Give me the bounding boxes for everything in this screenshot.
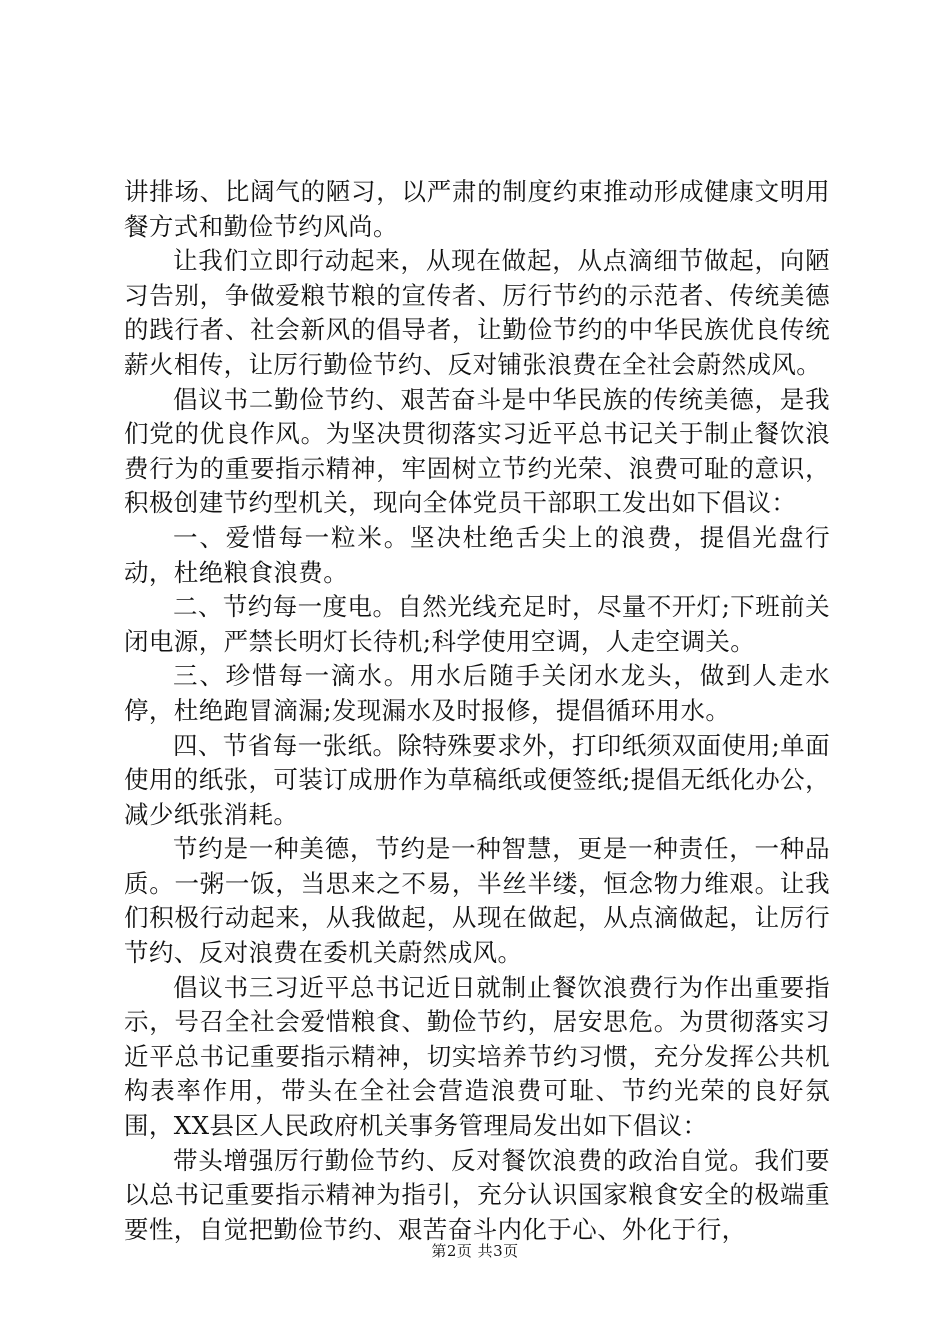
- paragraph-4: 一、爱惜每一粒米。坚决杜绝舌尖上的浪费，提倡光盘行动，杜绝粮食浪费。: [124, 522, 830, 587]
- document-body: [124, 175, 830, 1247]
- paragraph-9: 倡议书三习近平总书记近日就制止餐饮浪费行为作出重要指示，号召全社会爱惜粮食、勤俭节约，居安思危。为贯彻落实习近平总书记重要指示精神，切实培养节约习惯，充分发挥公共机构表率作用，带头在全社会营造浪费可耻、节约光荣的良好氛围，XX县区人民政府机关事务管理局发出如下倡议：: [124, 972, 830, 1141]
- paragraph-3: 倡议书二勤俭节约、艰苦奋斗是中华民族的传统美德，是我们党的优良作风。为坚决贯彻落实习近平总书记关于制止餐饮浪费行为的重要指示精神，牢固树立节约光荣、浪费可耻的意识，积极创建节约型机关，现向全体党员干部职工发出如下倡议：: [124, 384, 830, 518]
- paragraph-10: 带头增强厉行勤俭节约、反对餐饮浪费的政治自觉。我们要以总书记重要指示精神为指引，充分认识国家粮食安全的极端重要性，自觉把勤俭节约、艰苦奋斗内化于心、外化于行，: [124, 1145, 830, 1244]
- paragraph-8: 节约是一种美德，节约是一种智慧，更是一种责任，一种品质。一粥一饭，当思来之不易，半丝半缕，恒念物力维艰。让我们积极行动起来，从我做起，从现在做起，从点滴做起，让厉行节约、反对浪费在委机关蔚然成风。: [124, 834, 830, 968]
- paragraph-6: 三、珍惜每一滴水。用水后随手关闭水龙头，做到人走水停，杜绝跑冒滴漏;发现漏水及时报修，提倡循环用水。: [124, 661, 830, 725]
- page-footer: 第2页 共3页: [431, 1242, 519, 1260]
- paragraph-1: 讲排场、比阔气的陋习，以严肃的制度约束推动形成健康文明用餐方式和勤俭节约风尚。: [124, 177, 830, 241]
- paragraph-5: 二、节约每一度电。自然光线充足时，尽量不开灯;下班前关闭电源，严禁长明灯长待机;科学使用空调，人走空调关。: [124, 592, 830, 656]
- paragraph-7: 四、节省每一张纸。除特殊要求外，打印纸须双面使用;单面使用的纸张，可装订成册作为草稿纸或便签纸;提倡无纸化办公，减少纸张消耗。: [124, 730, 830, 829]
- paragraph-2: 让我们立即行动起来，从现在做起，从点滴细节做起，向陋习告别，争做爱粮节粮的宣传者、厉行节约的示范者、传统美德的践行者、社会新风的倡导者，让勤俭节约的中华民族优良传统薪火相传，让厉行勤俭节约、反对铺张浪费在全社会蔚然成风。: [124, 246, 830, 379]
